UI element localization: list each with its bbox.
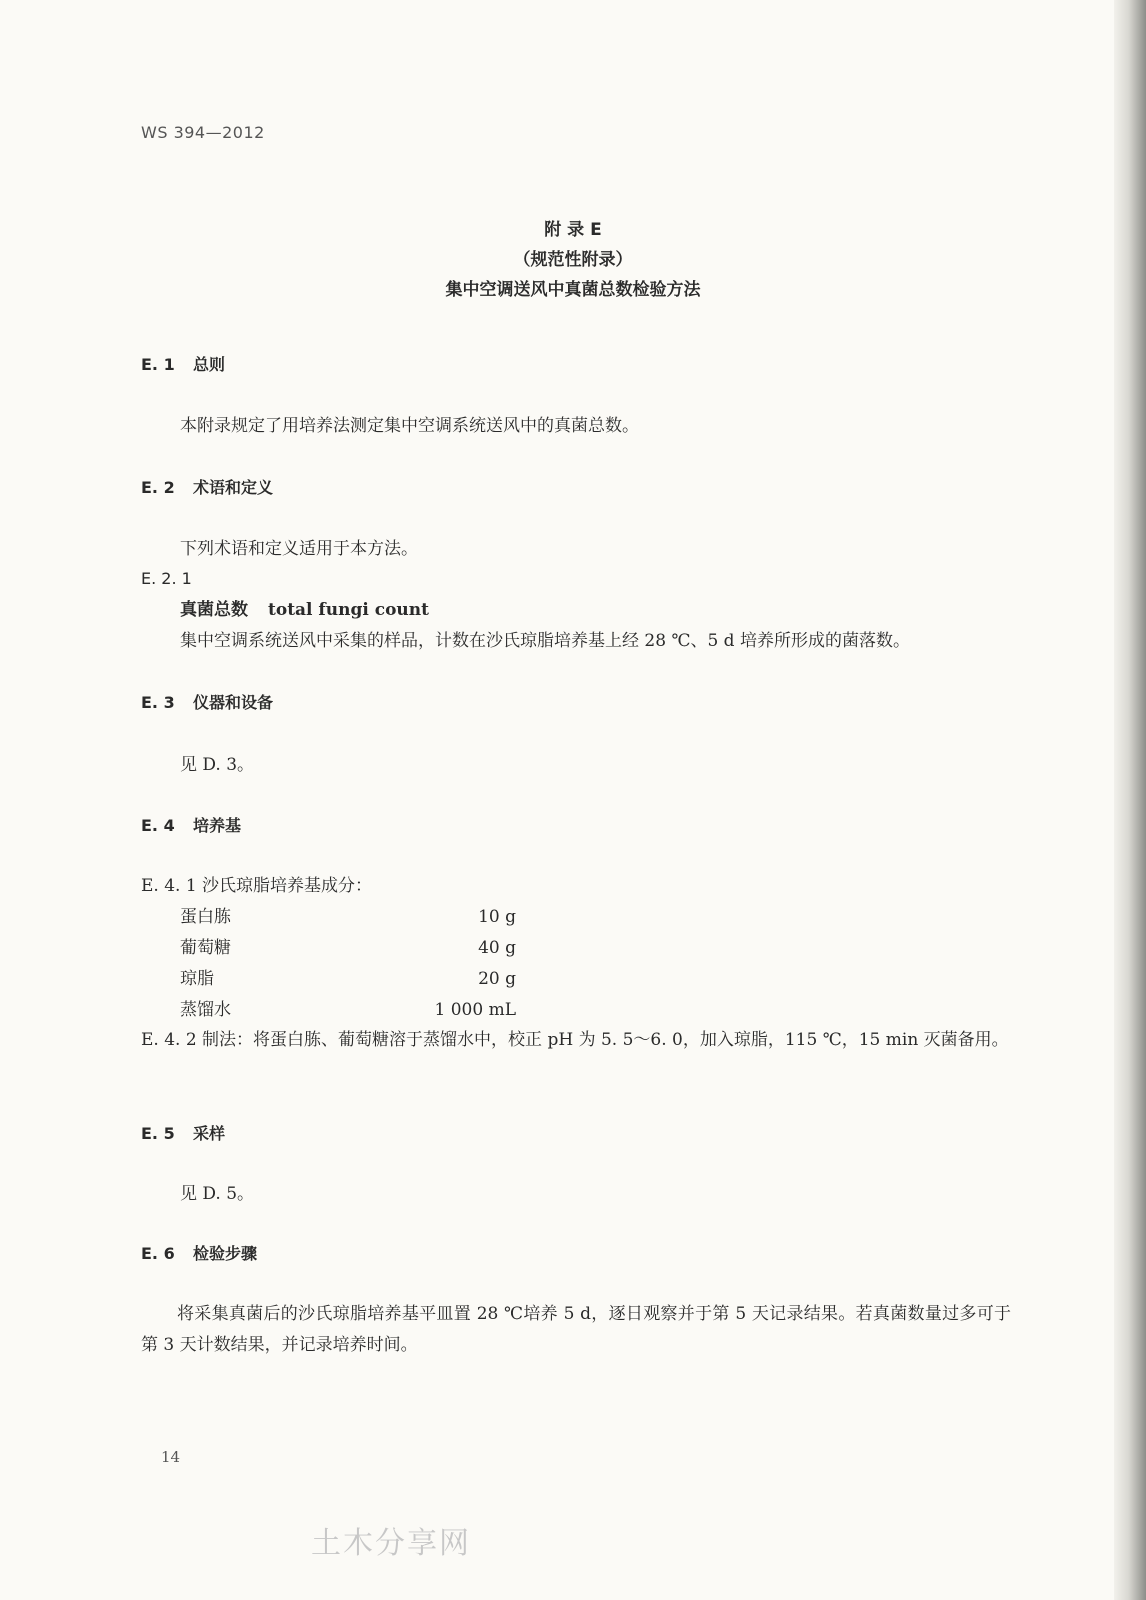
ingredient-amount: 40 g	[478, 938, 516, 958]
section-e5-heading	[141, 1123, 225, 1145]
section-title: 仪器和设备	[193, 693, 274, 712]
section-e5-text: 见 D. 5。	[180, 1184, 255, 1204]
appendix-label: 附 录 E	[544, 220, 602, 240]
section-number: E. 5	[141, 1124, 175, 1143]
ingredient-amount: 1 000 mL	[434, 1000, 516, 1020]
term-english: total fungi count	[268, 600, 429, 620]
section-title: 总则	[193, 355, 226, 374]
appendix-title: 集中空调送风中真菌总数检验方法	[445, 280, 701, 300]
appendix-type: （规范性附录）	[513, 250, 633, 270]
section-e1-text: 本附录规定了用培养法测定集中空调系统送风中的真菌总数。	[180, 416, 639, 436]
section-e1-heading	[141, 354, 225, 376]
ingredient-amount: 20 g	[478, 969, 516, 989]
section-title: 采样	[193, 1124, 226, 1143]
section-number: E. 2	[141, 478, 175, 497]
section-e6-text: 将采集真菌后的沙氏琼脂培养基平皿置 28 ℃培养 5 d，逐日观察并于第 5 天记录结果。若真菌数量过多可于第 3 天计数结果，并记录培养时间。	[141, 1304, 1011, 1355]
section-e21-number: E. 2. 1	[141, 569, 192, 588]
term-chinese: 真菌总数	[180, 600, 248, 620]
section-e3-text: 见 D. 3。	[180, 755, 255, 775]
section-number: E. 1	[141, 355, 175, 374]
section-e4-heading	[141, 815, 241, 837]
ingredient-amount: 10 g	[478, 907, 516, 927]
section-e3-heading	[141, 692, 273, 714]
section-e42-text: E. 4. 2 制法：将蛋白胨、葡萄糖溶于蒸馏水中，校正 pH 为 5. 5～6. 0，加入琼脂，115 ℃，15 min 灭菌备用。	[141, 1030, 1009, 1050]
ingredient-name: 蒸馏水	[180, 1000, 231, 1020]
section-e2-heading	[141, 477, 273, 499]
section-e6-heading	[141, 1243, 257, 1265]
ingredient-name: 琼脂	[180, 969, 214, 989]
section-title: 检验步骤	[193, 1244, 258, 1263]
page-number: 14	[161, 1448, 181, 1466]
ingredient-name: 葡萄糖	[180, 938, 231, 958]
watermark: 土木分享网	[311, 1526, 471, 1561]
section-title: 培养基	[193, 816, 242, 835]
term-definition: 集中空调系统送风中采集的样品，计数在沙氏琼脂培养基上经 28 ℃、5 d 培养所形成的菌落数。	[180, 631, 910, 651]
term-line	[180, 599, 429, 621]
section-title: 术语和定义	[193, 478, 274, 497]
section-number: E. 6	[141, 1244, 175, 1263]
ingredient-name: 蛋白胨	[180, 907, 231, 927]
section-number: E. 4	[141, 816, 175, 835]
section-e41-label: E. 4. 1 沙氏琼脂培养基成分：	[141, 876, 373, 896]
document-header: WS 394—2012	[141, 123, 265, 142]
section-e2-text: 下列术语和定义适用于本方法。	[180, 539, 418, 559]
section-number: E. 3	[141, 693, 175, 712]
